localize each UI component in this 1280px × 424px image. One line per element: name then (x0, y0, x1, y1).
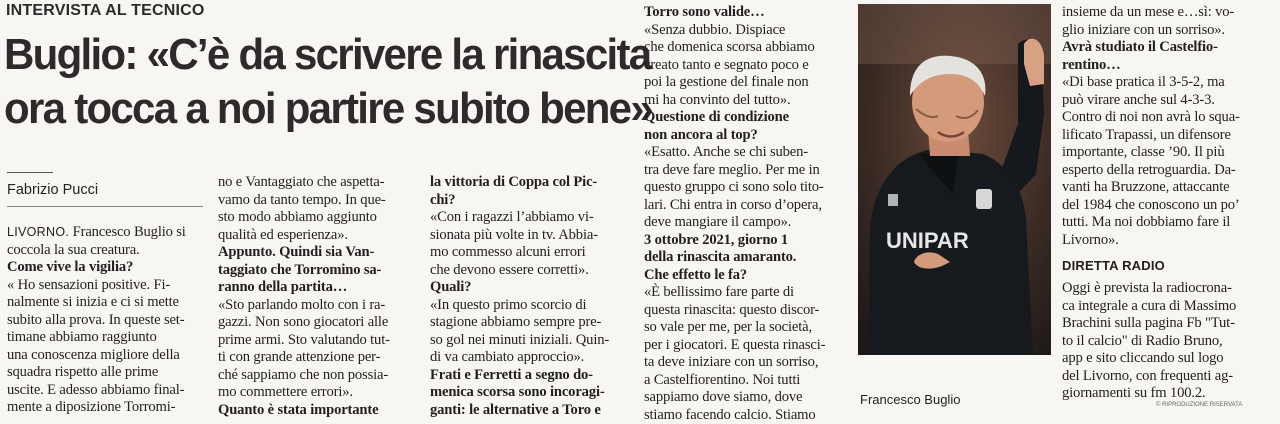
article-text-line: mi ha convinto del tutto». (644, 92, 844, 110)
article-text-line: «Di base pratica il 3-5-2, ma (1062, 74, 1274, 92)
article-text-line: Livorno». (1062, 232, 1274, 250)
article-text-line: so vale per me, per la società, (644, 319, 844, 337)
article-text-line: timane abbiamo raggiunto (7, 329, 207, 347)
article-text-line: lificato Trapassi, un difensore (1062, 127, 1274, 145)
article-text-line: «È bellissimo fare parte di (644, 284, 844, 302)
article-text-line: so gol nei minuti iniziali. Quin- (430, 332, 628, 350)
article-column-3 (430, 174, 628, 419)
article-text-line: lari. Chi entra in corso d’opera, (644, 197, 844, 215)
coach-photo (858, 4, 1051, 355)
interview-question-line: taggiato che Torromino sa- (218, 262, 416, 280)
jersey-lettering: UNIPAR (886, 228, 969, 253)
radio-text-line: giornamenti su fm 100.2. (1062, 385, 1274, 403)
radio-box (1062, 258, 1274, 403)
article-text-line: tra deve fare meglio. Per me in (644, 162, 844, 180)
article-text-line: squadra rispetto alle prime (7, 364, 207, 382)
headline-line-1: Buglio: «C’è da scrivere la rinascita (4, 28, 601, 82)
radio-text-line: Brachini sulla pagina Fb "Tut- (1062, 315, 1274, 333)
article-text-line: prime armi. Sto valutando tut- (218, 332, 416, 350)
radio-text-line: app e sito cliccando sul logo (1062, 350, 1274, 368)
article-text-line: del 1984 che conoscono un po’ (1062, 197, 1274, 215)
interview-question-line: Questione di condizione (644, 109, 844, 127)
article-text-line: «Sto parlando molto con i ra- (218, 297, 416, 315)
section-kicker: INTERVISTA AL TECNICO (6, 2, 205, 20)
dateline: LIVORNO. (7, 225, 69, 239)
interview-question-line: della rinascita amaranto. (644, 249, 844, 267)
article-text-line: gazzi. Non sono giocatori alle (218, 314, 416, 332)
article-text-line: stiamo facendo calcio. Stiamo (644, 407, 844, 424)
radio-text-line: to il calcio" di Radio Bruno, (1062, 333, 1274, 351)
interview-question-line: Avrà studiato il Castelfio- (1062, 39, 1274, 57)
article-text-line: ta deve iniziare con un sorriso, (644, 354, 844, 372)
article-text-line: «Senza dubbio. Dispiace (644, 22, 844, 40)
article-text-line: a Castelfiorentino. Noi tutti (644, 372, 844, 390)
article-text-line: questa rinascita: questo discor- (644, 302, 844, 320)
article-text-line: coccola la sua creatura. (7, 242, 207, 260)
photo-caption: Francesco Buglio (860, 392, 960, 407)
article-text-line: «In questo primo scorcio di (430, 297, 628, 315)
article-column-2 (218, 174, 416, 419)
interview-question-line: Torro sono valide… (644, 4, 844, 22)
article-text-line: di va cambiato approccio». (430, 349, 628, 367)
article-text-line: vamo da tanto tempo. In que- (218, 192, 416, 210)
headline (4, 28, 601, 136)
article-text-line: che devono essere corretti». (430, 262, 628, 280)
article-text-line: sappiamo dove siamo, dove (644, 389, 844, 407)
article-text-line: subito alla prova. In queste set- (7, 312, 207, 330)
article-text-line: una conoscenza migliore della (7, 347, 207, 365)
interview-question-line: Frati e Ferretti a segno do- (430, 367, 628, 385)
article-text-line: no e Vantaggiato che aspetta- (218, 174, 416, 192)
article-text: Francesco Buglio si (69, 224, 186, 240)
article-text-line: deve mangiare il campo». (644, 214, 844, 232)
article-text-line: mente a diposizione Torromi- (7, 399, 207, 417)
radio-text-line: ca integrale a cura di Massimo (1062, 298, 1274, 316)
article-text-line: « Ho sensazioni positive. Fi- (7, 277, 207, 295)
interview-question-line: chi? (430, 192, 628, 210)
article-text-line: questo gruppo ci sono solo tito- (644, 179, 844, 197)
article-text-line: mo commettere errori». (218, 384, 416, 402)
article-column-1 (7, 224, 207, 417)
article-text-line: glio iniziare con un sorriso». (1062, 22, 1274, 40)
article-text-line: «Esatto. Anche se chi suben- (644, 144, 844, 162)
article-text-line: qualità ed esperienza». (218, 227, 416, 245)
byline-rule (7, 172, 53, 173)
article-text-line: sto modo abbiamo aggiunto (218, 209, 416, 227)
interview-question-line: Quanto è stata importante (218, 402, 416, 420)
interview-question-line: la vittoria di Coppa col Pic- (430, 174, 628, 192)
article-text-line: uscite. E adesso abbiamo final- (7, 382, 207, 400)
article-text-line: nalmente si inizia e ci si mette (7, 294, 207, 312)
interview-question-line: menica scorsa sono incoragi- (430, 384, 628, 402)
article-text-line: esperto della retroguardia. Da- (1062, 162, 1274, 180)
article-text-line: tutti. Ma noi dobbiamo fare il (1062, 214, 1274, 232)
article-text-line: insieme da un mese e…sì: vo- (1062, 4, 1274, 22)
article-text-line: poi la gestione del finale non (644, 74, 844, 92)
article-text-line: importante, classe ’90. Il più (1062, 144, 1274, 162)
article-column-4 (644, 4, 844, 424)
headline-line-2: ora tocca a noi partire subito bene» (4, 82, 601, 136)
article-text-line: sionata più volte in tv. Abbia- (430, 227, 628, 245)
radio-title: DIRETTA RADIO (1062, 258, 1274, 273)
article-text-line: mo commesso alcuni errori (430, 244, 628, 262)
interview-question-line: 3 ottobre 2021, giorno 1 (644, 232, 844, 250)
copyright-note: © RIPRODUZIONE RISERVATA (1156, 402, 1242, 408)
article-column-5 (1062, 4, 1274, 249)
article-text-line: stagione abbiamo sempre pre- (430, 314, 628, 332)
radio-text (1062, 280, 1274, 403)
coach-photo-illustration (858, 4, 1051, 355)
interview-question-line: rentino… (1062, 57, 1274, 75)
article-text-line: che domenica scorsa abbiamo (644, 39, 844, 57)
article-text-line (7, 224, 207, 242)
article-text-line: Contro di noi non avrà lo squa- (1062, 109, 1274, 127)
interview-question-line: ranno della partita… (218, 279, 416, 297)
radio-text-line: del Livorno, con frequenti ag- (1062, 368, 1274, 386)
interview-question-line: Quali? (430, 279, 628, 297)
article-text-line: vanti ha Bruzzone, attaccante (1062, 179, 1274, 197)
interview-question-line: Che effetto le fa? (644, 267, 844, 285)
byline-divider (7, 206, 203, 207)
interview-question-line: Appunto. Quindi sia Van- (218, 244, 416, 262)
article-text-line: creato tanto e segnato poco e (644, 57, 844, 75)
article-text-line: può virare anche sul 4-3-3. (1062, 92, 1274, 110)
article-text-line: ti con grande attenzione per- (218, 349, 416, 367)
interview-question-line: ganti: le alternative a Toro e (430, 402, 628, 420)
article-text-line: per i giocatori. E questa rinasci- (644, 337, 844, 355)
byline: Fabrizio Pucci (7, 182, 98, 198)
interview-question-line: Come vive la vigilia? (7, 259, 207, 277)
article-text-line: «Con i ragazzi l’abbiamo vi- (430, 209, 628, 227)
interview-question-line: non ancora al top? (644, 127, 844, 145)
article-text-line: ché sappiamo che non possia- (218, 367, 416, 385)
radio-text-line: Oggi è prevista la radiocrona- (1062, 280, 1274, 298)
